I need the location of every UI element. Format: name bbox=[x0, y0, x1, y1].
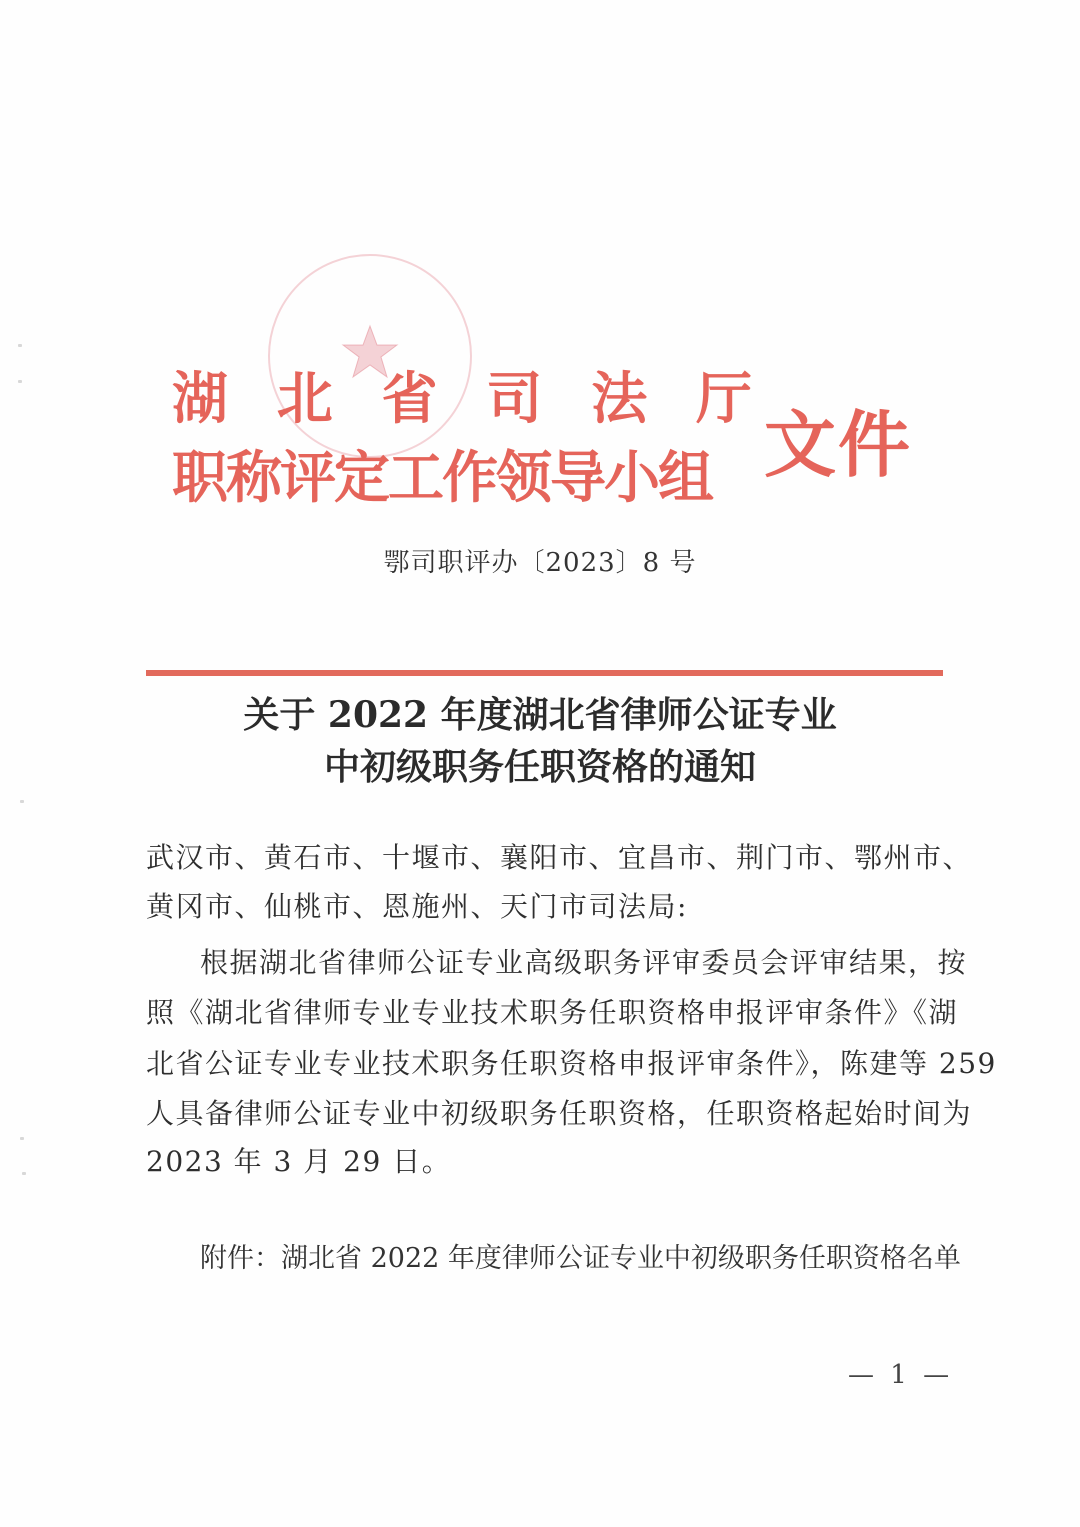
masthead-line-2-text: 职称评定工作领导小组 bbox=[172, 446, 712, 511]
scan-speck bbox=[18, 380, 22, 383]
addressees-line-2: 黄冈市、仙桃市、恩施州、天门市司法局: bbox=[146, 890, 688, 923]
masthead-char: 法 bbox=[591, 367, 648, 432]
scan-speck bbox=[20, 1137, 24, 1140]
masthead-char: 厅 bbox=[695, 367, 752, 432]
masthead-char: 省 bbox=[381, 367, 438, 432]
page-number: — 1 — bbox=[848, 1360, 950, 1390]
scan-speck bbox=[18, 344, 22, 347]
body-line: 人具备律师公证专业中初级职务任职资格，任职资格起始时间为 bbox=[146, 1097, 973, 1130]
body-line: 根据湖北省律师公证专业高级职务评审委员会评审结果，按 bbox=[200, 946, 968, 979]
title-line-2: 中初级职务任职资格的通知 bbox=[323, 746, 756, 788]
body-line: 照《湖北省律师专业专业技术职务任职资格申报评审条件》《湖 bbox=[146, 996, 959, 1029]
document-number: 鄂司职评办〔2023〕8 号 bbox=[383, 548, 697, 578]
attachment-note: 附件：湖北省 2022 年度律师公证专业中初级职务任职资格名单 bbox=[200, 1243, 961, 1274]
masthead-line-2 bbox=[172, 447, 752, 511]
masthead-suffix: 文件 bbox=[764, 403, 913, 487]
masthead-char: 司 bbox=[486, 367, 543, 432]
red-divider bbox=[146, 670, 943, 676]
title-line-1: 关于 2022 年度湖北省律师公证专业 bbox=[243, 694, 837, 736]
body-line: 北省公证专业专业技术职务任职资格申报评审条件》，陈建等 259 bbox=[146, 1047, 997, 1080]
body-line: 2023 年 3 月 29 日。 bbox=[146, 1145, 452, 1178]
scan-speck bbox=[20, 800, 24, 803]
masthead-char: 北 bbox=[276, 367, 333, 432]
masthead-char: 湖 bbox=[172, 367, 228, 432]
scan-speck bbox=[22, 1172, 26, 1175]
masthead-line-1 bbox=[172, 368, 752, 432]
addressees-line-1: 武汉市、黄石市、十堰市、襄阳市、宜昌市、荆门市、鄂州市、 bbox=[146, 841, 973, 874]
